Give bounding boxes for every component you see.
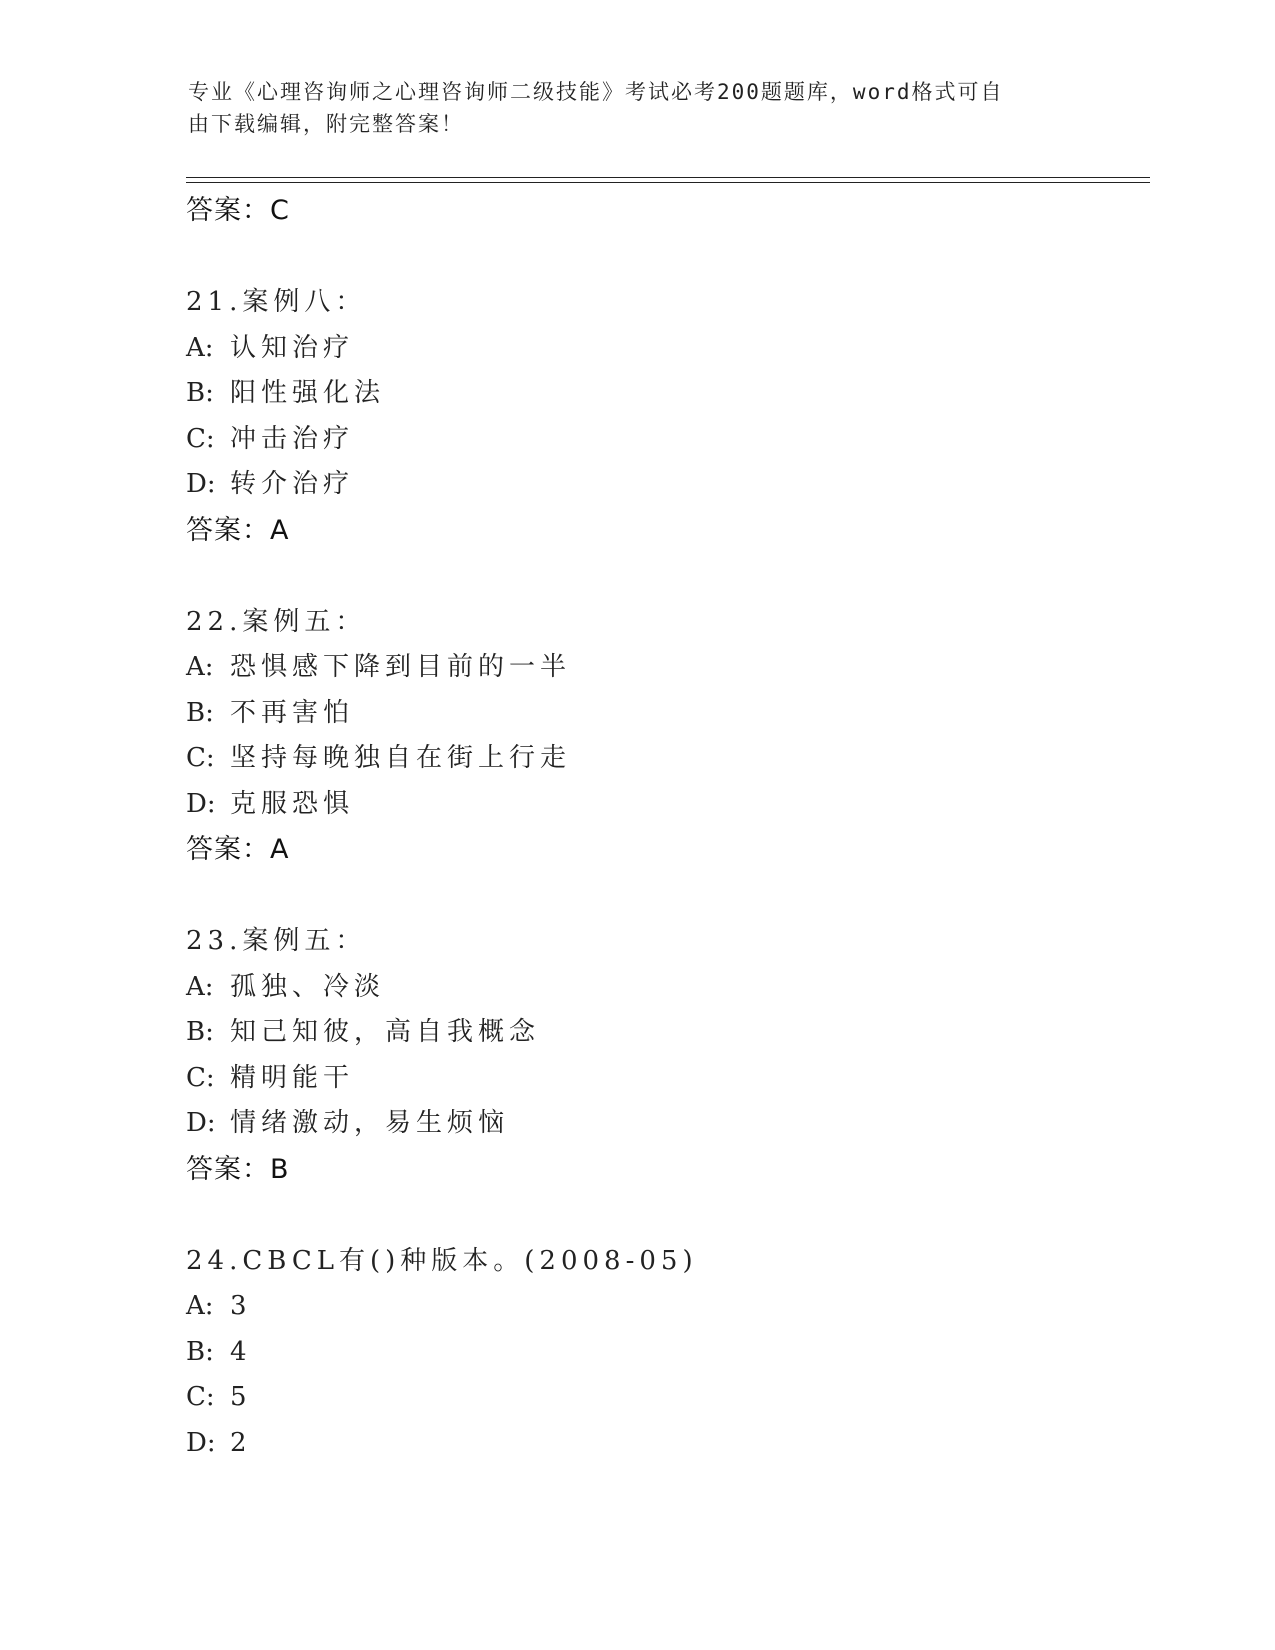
header-line-2: 由下载编辑，附完整答案！ (188, 112, 464, 136)
option-d (186, 462, 1146, 508)
option-a (186, 1284, 1146, 1330)
question-title: 23.案例五： (186, 926, 367, 956)
option-text: 5 (230, 1382, 252, 1412)
option-text: 4 (230, 1336, 252, 1367)
option-text: 孤独、冷淡 (230, 971, 386, 1002)
option-letter: A: (186, 652, 214, 682)
option-letter: D: (186, 1108, 216, 1138)
option-text: 恐惧感下降到目前的一半 (230, 652, 572, 682)
header-divider-top (186, 177, 1150, 178)
option-text: 阳性强化法 (230, 378, 386, 408)
option-text: 转介治疗 (230, 469, 355, 499)
header-divider-bottom (186, 182, 1150, 183)
spacer (186, 1193, 1146, 1239)
option-letter: A: (186, 1291, 214, 1321)
option-letter: D: (186, 1427, 216, 1458)
question-title: 21.案例八： (186, 287, 367, 317)
question-answer: 答案：A (186, 514, 290, 546)
question-title: 24.CBCL有()种版本。(2008-05) (186, 1245, 698, 1276)
option-c (186, 1056, 1146, 1102)
option-text: 克服恐惧 (230, 788, 355, 819)
option-letter: B: (186, 1017, 214, 1047)
option-b (186, 1010, 1146, 1056)
question-answer: 答案：B (186, 1153, 290, 1185)
option-letter: A: (186, 971, 214, 1002)
option-letter: C: (186, 1062, 215, 1093)
option-letter: D: (186, 788, 216, 819)
option-text: 知己知彼，高自我概念 (230, 1017, 541, 1047)
option-c (186, 417, 1146, 463)
option-letter: C: (186, 743, 215, 773)
question-title: 22.案例五： (186, 606, 367, 637)
option-text: 情绪激动，易生烦恼 (230, 1108, 510, 1138)
option-text: 坚持每晚独自在街上行走 (230, 743, 572, 773)
question-answer: 答案：A (186, 834, 290, 865)
option-letter: D: (186, 469, 216, 499)
option-a (186, 965, 1146, 1011)
spacer (186, 234, 1146, 280)
option-letter: B: (186, 1336, 214, 1367)
option-d (186, 1101, 1146, 1147)
option-letter: B: (186, 697, 214, 728)
option-a (186, 326, 1146, 372)
option-c (186, 736, 1146, 782)
question-list (186, 188, 1146, 1466)
spacer (186, 873, 1146, 919)
option-letter: B: (186, 378, 214, 408)
option-d (186, 782, 1146, 828)
option-text: 认知治疗 (230, 332, 355, 363)
option-text: 2 (230, 1427, 252, 1458)
option-b (186, 1330, 1146, 1376)
document-header (188, 76, 1068, 140)
option-d (186, 1421, 1146, 1467)
option-letter: C: (186, 423, 215, 454)
option-text: 精明能干 (230, 1062, 355, 1093)
option-text: 冲击治疗 (230, 423, 355, 454)
option-text: 不再害怕 (230, 697, 355, 728)
option-letter: C: (186, 1382, 215, 1412)
option-letter: A: (186, 332, 214, 363)
header-line-1: 专业《心理咨询师之心理咨询师二级技能》考试必考200题题库，word格式可自 (188, 80, 1004, 104)
spacer (186, 554, 1146, 600)
option-c (186, 1375, 1146, 1421)
option-b (186, 691, 1146, 737)
option-text: 3 (230, 1291, 252, 1321)
previous-answer: 答案：C (186, 195, 290, 226)
option-b (186, 371, 1146, 417)
option-a (186, 645, 1146, 691)
